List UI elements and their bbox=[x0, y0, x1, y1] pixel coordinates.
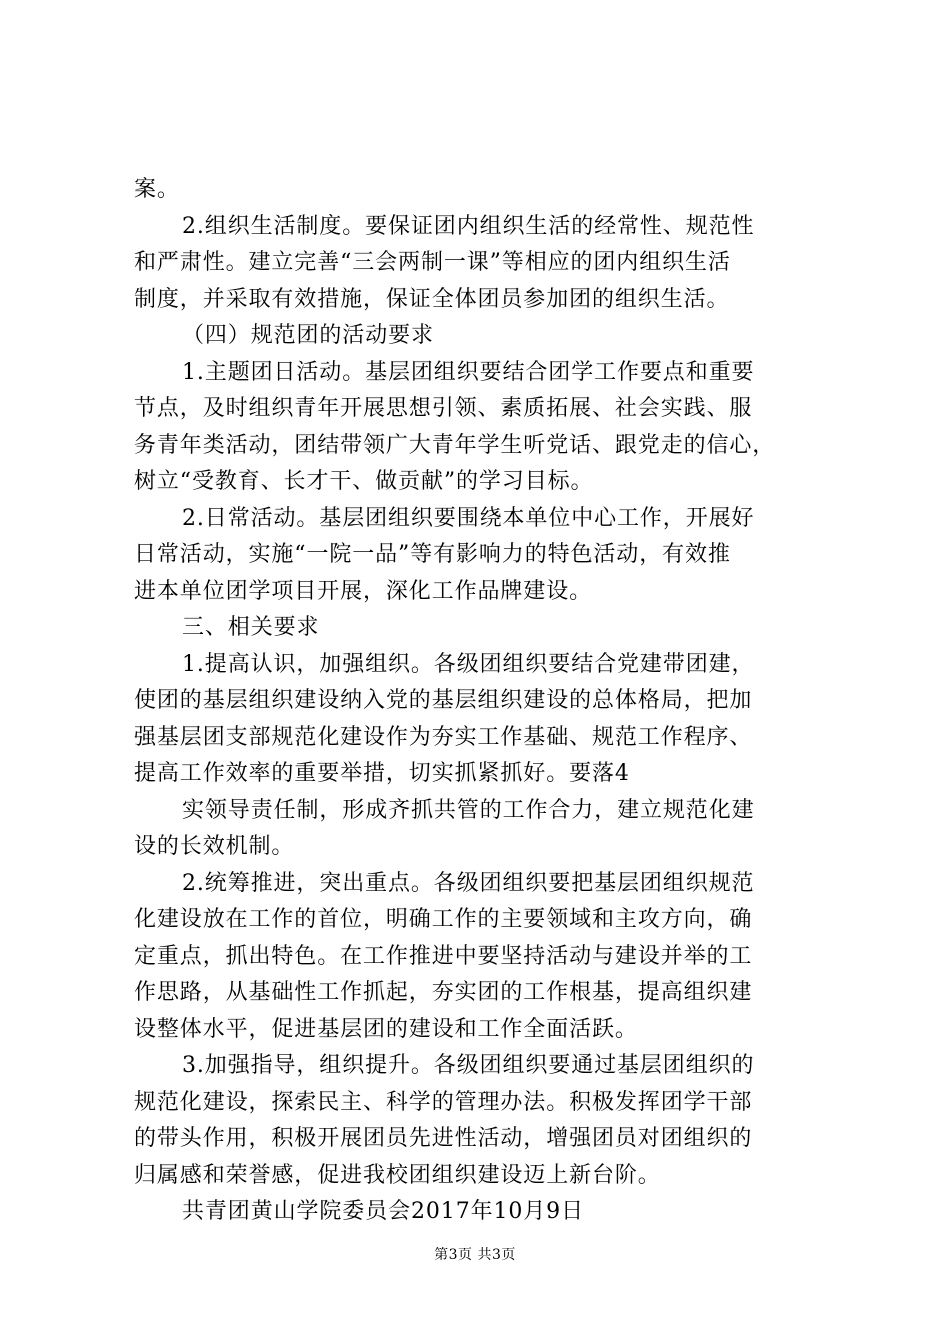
section-heading: 三、相关要求 bbox=[182, 615, 320, 640]
text-line: 1.提高认识，加强组织。各级团组织要结合党建带团建， bbox=[182, 651, 755, 677]
text-line: 实领导责任制，形成齐抓共管的工作合力，建立规范化建 bbox=[182, 797, 755, 823]
page-number-footer: 第3页 共3页 bbox=[434, 1247, 516, 1263]
text-line: 使团的基层组织建设纳入党的基层组织建设的总体格局，把加 bbox=[134, 688, 753, 713]
text-line: 案。 bbox=[134, 177, 180, 202]
text-line: 务青年类活动，团结带领广大青年学生听党话、跟党走的信心， bbox=[134, 432, 776, 458]
text-line: 进本单位团学项目开展，深化工作品牌建设。 bbox=[134, 578, 593, 604]
text-line: 日常活动，实施“一院一品”等有影响力的特色活动，有效推 bbox=[134, 542, 731, 567]
text-line: 化建设放在工作的首位，明确工作的主要领域和主攻方向，确 bbox=[134, 907, 753, 932]
text-line: 2.组织生活制度。要保证团内组织生活的经常性、规范性 bbox=[182, 213, 755, 239]
text-line: 和严肃性。建立完善“三会两制一课”等相应的团内组织生活 bbox=[134, 250, 731, 275]
text-line: 3.加强指导，组织提升。各级团组织要通过基层团组织的 bbox=[182, 1053, 755, 1078]
signature-line: 共青团黄山学院委员会2017年10月9日 bbox=[182, 1199, 584, 1224]
text-line: 归属感和荣誉感，促进我校团组织建设迈上新台阶。 bbox=[134, 1162, 661, 1188]
text-line: 设整体水平，促进基层团的建设和工作全面活跃。 bbox=[134, 1016, 638, 1042]
document-body bbox=[134, 172, 834, 1231]
text-line: 定重点，抓出特色。在工作推进中要坚持活动与建设并举的工 bbox=[134, 943, 753, 969]
text-line: 1.主题团日活动。基层团组织要结合团学工作要点和重要 bbox=[182, 359, 755, 385]
text-line: 的带头作用，积极开展团员先进性活动，增强团员对团组织的 bbox=[134, 1126, 753, 1151]
text-line: 作思路，从基础性工作抓起，夯实团的工作根基，提高组织建 bbox=[134, 980, 753, 1005]
text-line: 提高工作效率的重要举措，切实抓紧抓好。要落4 bbox=[134, 761, 630, 786]
section-heading: （四）规范团的活动要求 bbox=[182, 323, 434, 348]
text-line: 节点，及时组织青年开展思想引领、素质拓展、社会实践、服 bbox=[134, 396, 753, 421]
text-line: 2.日常活动。基层团组织要围绕本单位中心工作，开展好 bbox=[182, 505, 755, 531]
text-line: 制度，并采取有效措施，保证全体团员参加团的组织生活。 bbox=[134, 286, 730, 312]
text-line: 2.统筹推进，突出重点。各级团组织要把基层团组织规范 bbox=[182, 870, 755, 896]
text-line: 强基层团支部规范化建设作为夯实工作基础、规范工作程序、 bbox=[134, 724, 753, 750]
text-line: 设的长效机制。 bbox=[134, 834, 295, 859]
text-line: 树立“受教育、长才干、做贡献”的学习目标。 bbox=[134, 469, 594, 494]
text-line: 规范化建设，探索民主、科学的管理办法。积极发挥团学干部 bbox=[134, 1089, 753, 1115]
